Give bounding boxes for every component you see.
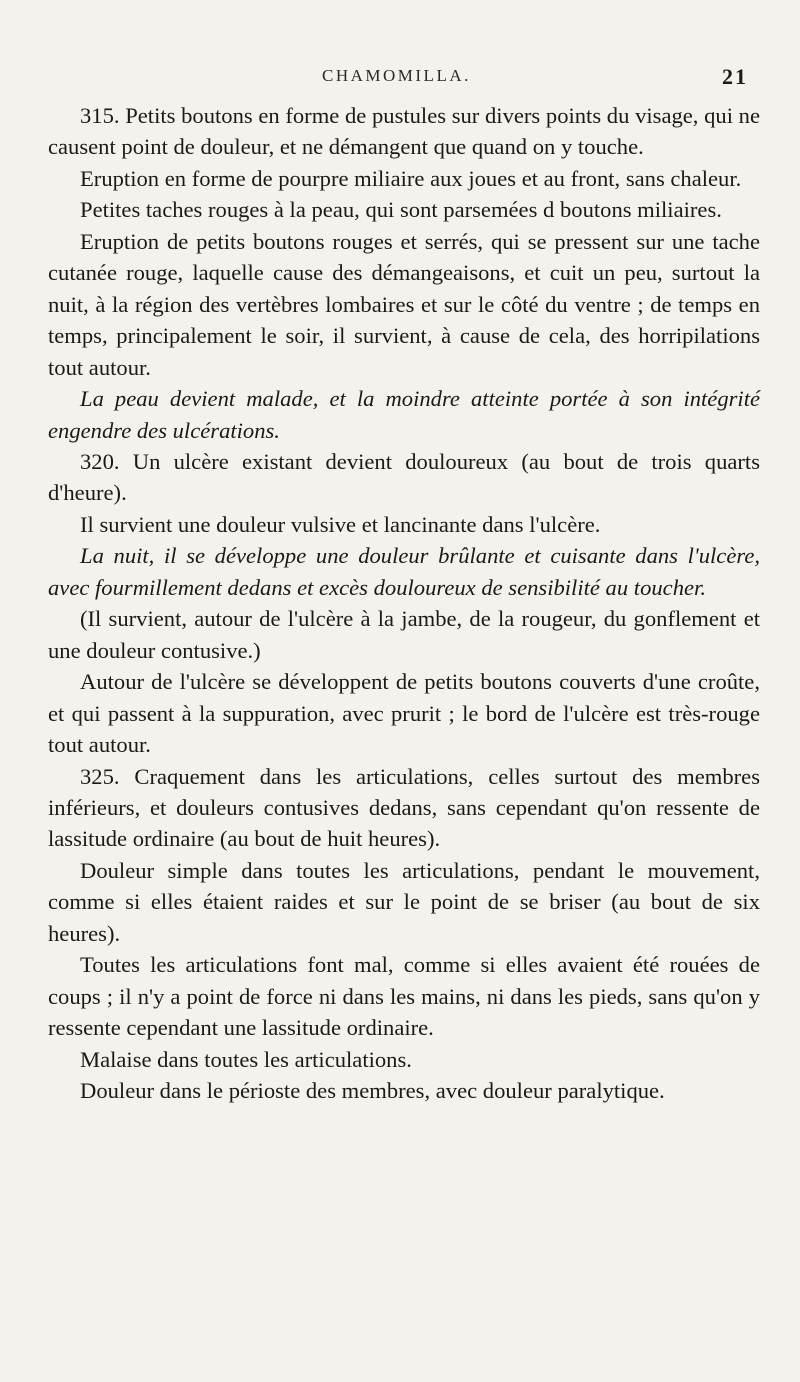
- paragraph-320: 320. Un ulcère existant devient douloureux (au bout de trois quarts d'heure).: [48, 448, 760, 506]
- italic-text: La nuit, il se développe une douleur brûlante et cuisante dans l'ulcère, avec fourmillement dedans et excès douloureux de sensibilité au toucher.: [48, 543, 760, 600]
- paragraph: Malaise dans toutes les articulations.: [80, 1046, 412, 1072]
- italic-paragraph: [48, 383, 760, 446]
- page-header: [0, 66, 800, 96]
- italic-text: La peau devient malade, et la moindre atteinte portée à son intégrité engendre des ulcérations.: [48, 386, 760, 443]
- paragraph: Il survient une douleur vulsive et lancinante dans l'ulcère.: [80, 511, 601, 537]
- paragraph: Douleur dans le périoste des membres, avec douleur paralytique.: [80, 1078, 665, 1104]
- paragraph: Toutes les articulations font mal, comme si elles avaient été rouées de coups ; il n'y a point de force ni dans les mains, ni dans les pieds, sans qu'on y ressente cependant une lassitude ordinaire.: [48, 952, 760, 1041]
- paragraph: Eruption de petits boutons rouges et serrés, qui se pressent sur une tache cutanée rouge, laquelle cause des démangeaisons, et cuit un peu, surtout la nuit, à la région des vertèbres lombaires et sur le côté du ventre ; de temps en temps, principalement le soir, il survient, à cause de cela, des horripilations tout autour.: [48, 228, 760, 380]
- page-number: 21: [722, 64, 748, 89]
- paragraph-325: 325. Craquement dans les articulations, celles surtout des membres inférieurs, et douleurs contusives dedans, sans cependant qu'on ressente de lassitude ordinaire (au bout de huit heures).: [48, 763, 760, 852]
- body-text: [48, 100, 760, 1107]
- paragraph: (Il survient, autour de l'ulcère à la jambe, de la rougeur, du gonflement et une douleur contusive.): [48, 606, 760, 663]
- paragraph-315: 315. Petits boutons en forme de pustules sur divers points du visage, qui ne causent point de douleur, et ne démangent que quand on y touche.: [48, 103, 760, 160]
- paragraph: Eruption en forme de pourpre miliaire aux joues et au front, sans chaleur.: [80, 165, 742, 191]
- paragraph: Petites taches rouges à la peau, qui sont parsemées d boutons miliaires.: [80, 197, 722, 223]
- italic-paragraph: [48, 540, 760, 603]
- paragraph: Douleur simple dans toutes les articulations, pendant le mouvement, comme si elles étaient raides et sur le point de se briser (au bout de six heures).: [48, 857, 760, 946]
- paragraph: Autour de l'ulcère se développent de petits boutons couverts d'une croûte, et qui passent à la suppuration, avec prurit ; le bord de l'ulcère est très-rouge tout autour.: [48, 669, 760, 758]
- running-title: CHAMOMILLA.: [322, 66, 471, 85]
